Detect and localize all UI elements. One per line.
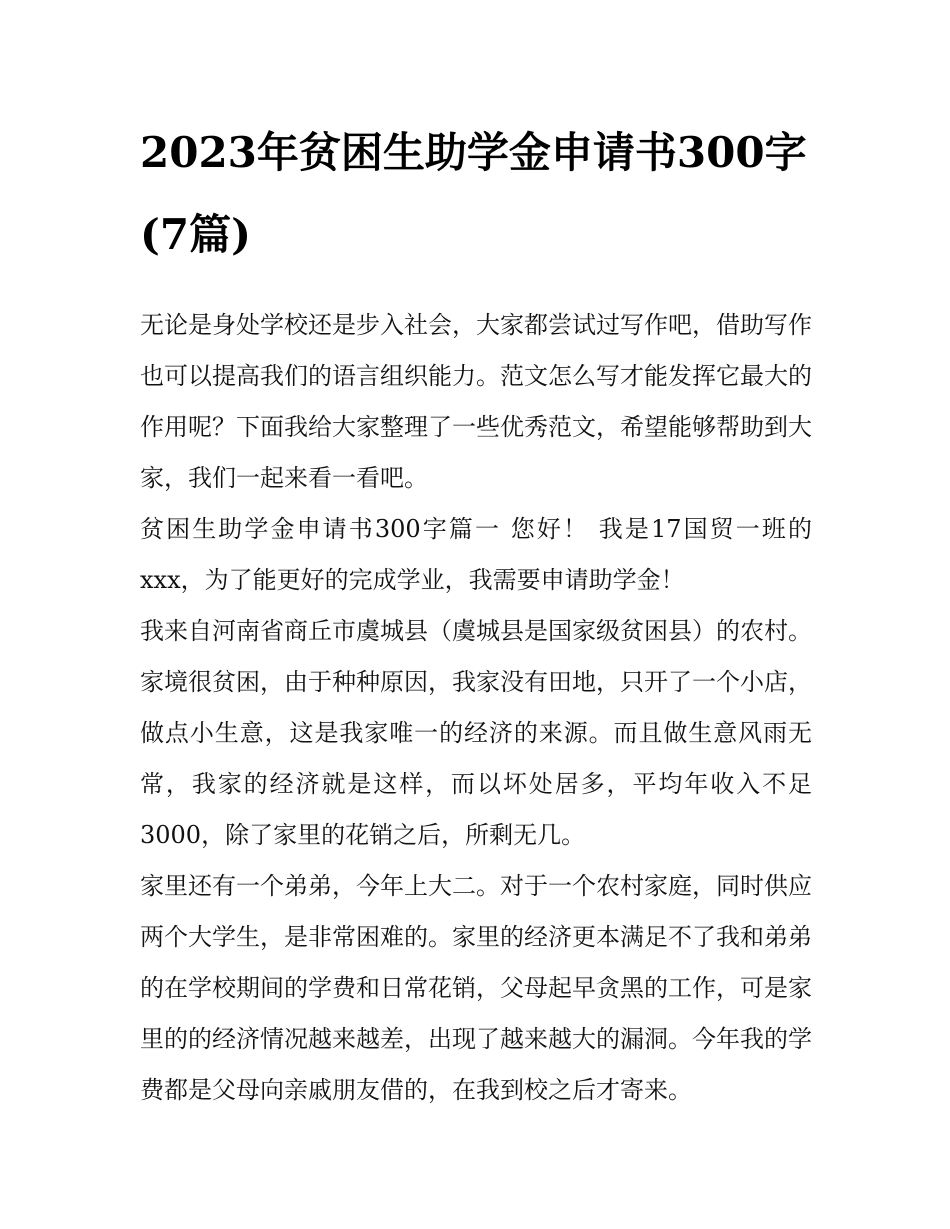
paragraph-background: 我来自河南省商丘市虞城县（虞城县是国家级贫困县）的农村。家境很贫困，由于种种原因，我家没有田地，只开了一个小店，做点小生意，这是我家唯一的经济的来源。而且做生意风雨无常，我家的经济就是这样，而以坏处居多，平均年收入不足3000，除了家里的花销之后，所剩无几。 [140, 617, 812, 849]
document-page [140, 112, 812, 1116]
document-title: 2023年贫困生助学金申请书300字(7篇) [140, 128, 807, 259]
paragraph-greeting: 贫困生助学金申请书300字篇一 您好！ 我是17国贸一班的xxx，为了能更好的完成学业，我需要申请助学金！ [140, 515, 812, 594]
paragraph-intro: 无论是身处学校还是步入社会，大家都尝试过写作吧，借助写作也可以提高我们的语言组织能力。范文怎么写才能发挥它最大的作用呢？下面我给大家整理了一些优秀范文，希望能够帮助到大家，我们一起来看一看吧。 [140, 311, 812, 492]
paragraph-family: 家里还有一个弟弟，今年上大二。对于一个农村家庭，同时供应两个大学生，是非常困难的。家里的经济更本满足不了我和弟弟的在学校期间的学费和日常花销，父母起早贪黑的工作，可是家里的的经济情况越来越差，出现了越来越大的漏洞。今年我的学费都是父母向亲戚朋友借的，在我到校之后才寄来。 [140, 872, 812, 1104]
document-body [140, 300, 812, 1116]
